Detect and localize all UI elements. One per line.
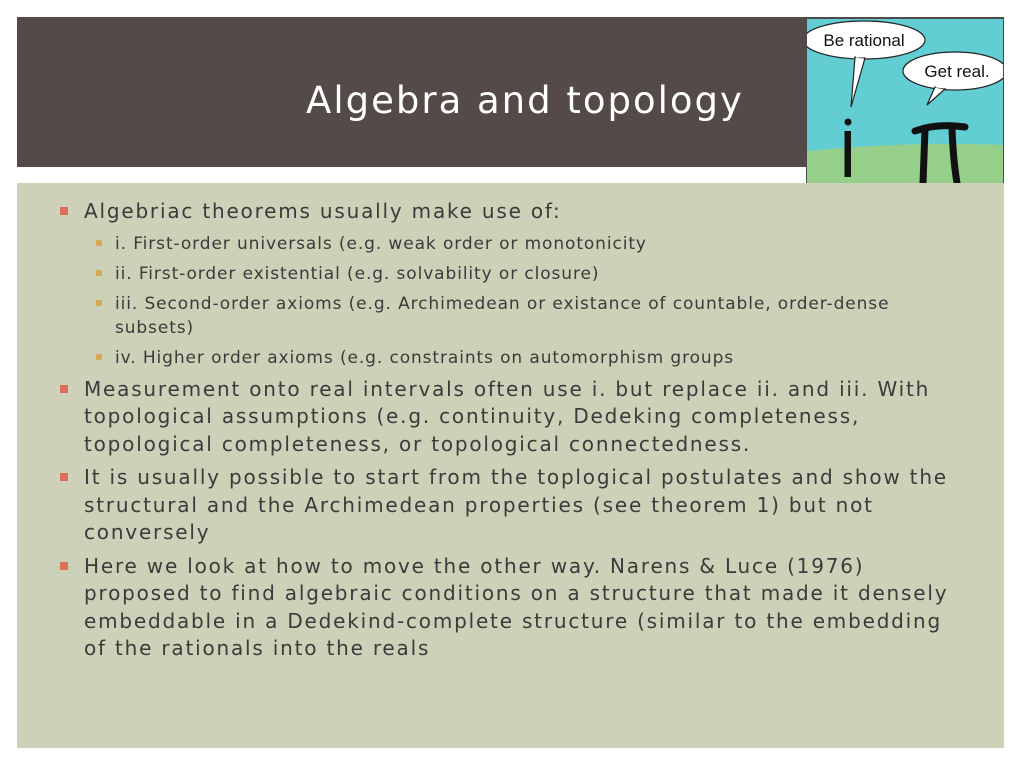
sub-bullet-square-icon	[96, 300, 102, 306]
sub-bullet-list	[84, 232, 958, 370]
bullet-item	[58, 198, 958, 370]
bubble-right-text: Get real.	[924, 62, 990, 81]
sub-bullet-item	[84, 232, 932, 256]
bullet-text: Here we look at how to move the other way. Narens & Luce (1976) proposed to find algebraic conditions on a structure that made it densely embeddable in a Dedekind-complete structure (similar to the embedding of the rationals into the reals	[84, 553, 949, 660]
bullet-text: Algebriac theorems usually make use of:	[84, 199, 562, 223]
bubble-left-text: Be rational	[823, 31, 905, 50]
bullet-text: It is usually possible to start from the toplogical postulates and show the structural and the Archimedean properties (see theorem 1) but not conversely	[84, 465, 948, 544]
sub-bullet-square-icon	[96, 270, 102, 276]
sub-bullet-item	[84, 292, 932, 340]
bullet-square-icon	[60, 562, 68, 570]
bullet-square-icon	[60, 385, 68, 393]
bullet-item	[58, 553, 958, 663]
sub-bullet-text: iii. Second-order axioms (e.g. Archimedean or existance of countable, order-dense subsets)	[115, 293, 890, 338]
sub-bullet-text: i. First-order universals (e.g. weak order or monotonicity	[115, 233, 647, 254]
slide-title: Algebra and topology	[306, 79, 744, 122]
sub-bullet-item	[84, 262, 932, 286]
sub-bullet-item	[84, 346, 932, 370]
sub-bullet-square-icon	[96, 354, 102, 360]
bullet-item	[58, 376, 958, 459]
bullet-item	[58, 464, 958, 547]
sub-bullet-square-icon	[96, 240, 102, 246]
sub-bullet-text: ii. First-order existential (e.g. solvability or closure)	[115, 263, 600, 284]
bullet-square-icon	[60, 207, 68, 215]
bullet-text: Measurement onto real intervals often use i. but replace ii. and iii. With topological assumptions (e.g. continuity, Dedeking completeness, topological completeness, or topological connectedness.	[84, 376, 931, 456]
bullet-list	[58, 198, 958, 669]
bullet-square-icon	[60, 473, 68, 481]
sub-bullet-text: iv. Higher order axioms (e.g. constraints on automorphism groups	[115, 347, 735, 368]
